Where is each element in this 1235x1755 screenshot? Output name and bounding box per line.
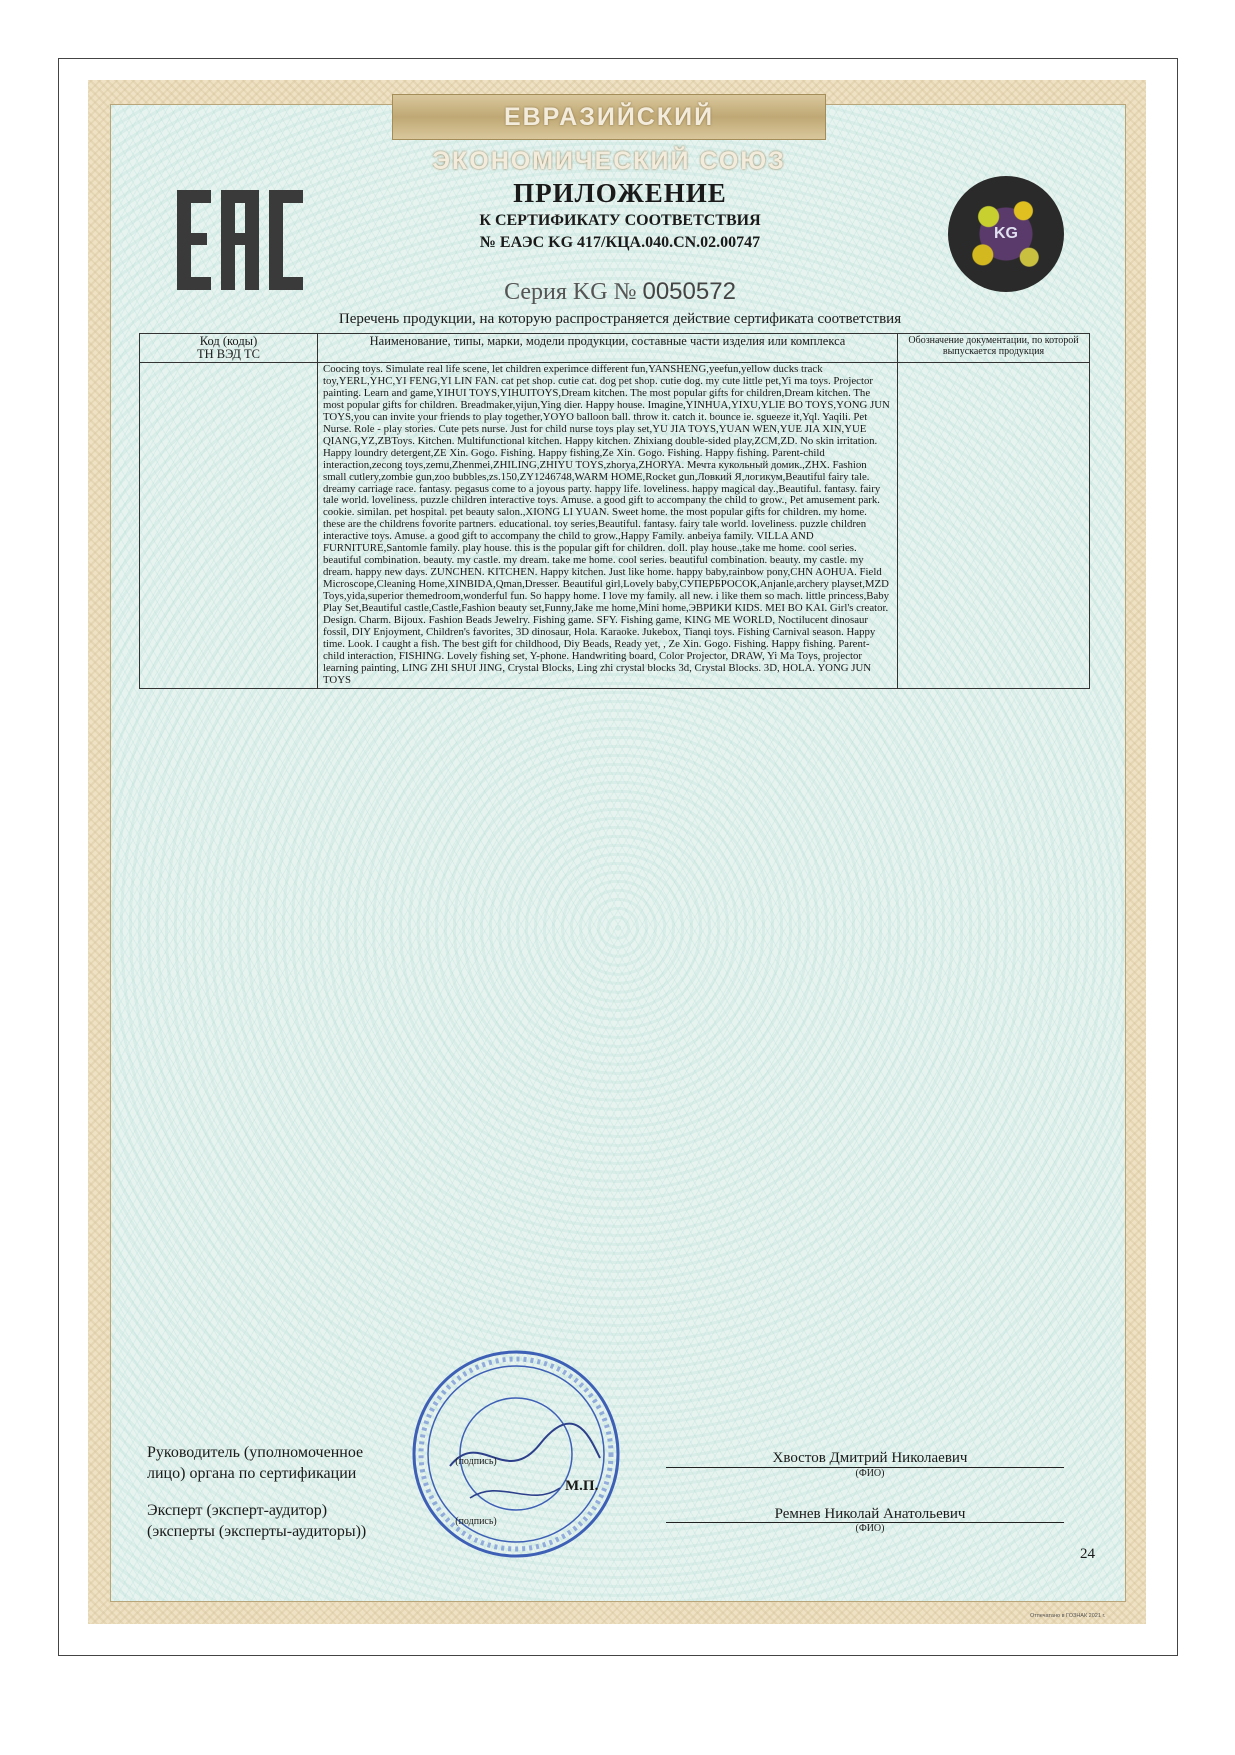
seal-place-label: М.П. <box>565 1478 599 1494</box>
head-label-line-2: лицо) органа по сертификации <box>147 1465 357 1482</box>
products-cell: Coocing toys. Simulate real life scene, let children experimce different fun,YANSHENG,yeefun,yellow ducks track toy,YERL,YHC,YI FENG,YI LIN FAN. cat pet shop. cutie cat. dog pet shop. cutie dog. my cute little pet,Yi ma toys. Projector painting. Learn and game,YIHUI TOYS,YIHUITOYS,Dream kitchen. The most popular gifts for children,Dream kitchen. The most popular gifts for children. Breadmaker,yijun,Ying dier. Happy house. Imagine,YINHUA,YIXU,YLIE BO TOYS,YONG JUN TOYS,you can invite your friends to play together,YOYO balloon ball. throw it. catch it. bounce ie. sgueeze it,Yql. Yaqili. Pet Nurse. Role - play stories. Cute pets nurse. Just for child nurse toys play set,YU JIA TOYS,YUAN WEN,YUE JIA XIN,YUE QIANG,YZ,ZBToys. Kitchen. Multifunctional kitchen. Happy kitchen. Zhixiang double-sided play,ZCM,ZD. No skin irritation. Happy loundry detergent,ZE Xin. Gogo. Fishing. Happy fishing,Ze Xin. Gogo. Fishing. Happy fishing. Parent-child interaction,zecong toys,zemu,Zhenmei,ZHILING,ZHIYU TOYS,zhorya,ZHORYA. Мечта кукольный домик.,ZHX. Fashion small cutlery,zombie gun,zoo bubbles,zs.150,ZY1246748,WARM HOME,Rocket gun,Ловкий Я,логикум,Beautiful fairy tale. dreamy carriage race. fantasy. pegasus come to a joyous party. happy life. loveliness. happy magical day.,Beautiful. fantasy. fairy tale world. loveliness. puzzle children interactive toys. Amuse. a good gift to accompany the child to grow., Pet amusement park. cookie. similan. pet hospital. pet beauty salon.,XIONG LI YUAN. Sweet home. the most popular gifts for children. my home. these are the childrens fovorite partners. educational. toy series,Beautiful. fantasy. fairy tale world. loveliness. puzzle children interactive toys. Amuse. a good gift to accompany the child to grow.,Happy Family. anbeiya family. VILLA AND FURNITURE,Santomle family. play house. this is the popular gift for children. doll. play house.,take me home. cool series. beautiful combination. beauty. my castle. my dream. take me home. cool series. beautiful combination. beauty. my castle. my dream. happy new days. ZUNCHEN. KITCHEN. Happy kitchen. Just like home. happy baby,rainbow pony,CHN AOHUA. Field Microscope,Cleaning Home,XINBIDA,Qman,Dresser. Beautiful girl,Lovely baby,СУПЕРБРОСОК,Anjanle,archery playset,MZD Toys,yida,superior themedroom,wonderful fun. So happy home. I love my family. all new. i like them so mach. little princess,Baby Play Set,Beautiful castle,Castle,Fashion beauty set,Funny,Jake me home,Mini home,ЭВРИКИ KIDS. MEI BO KAI. Girl's creator. Design. Charm. Bijoux. Fashion Beads Jewelry. Fishing game. SFY. Fishing game, KING ME WORLD, Noctilucent dinosaur fossil, DIY Enjoyment, Children's favorites, 3D dinosaur, Hola. Karaoke. Jukebox, Tianqi toys. Fishing Carnival season. Happy time. Look. I caught a fish. The best gift for childhood, Diy Beads, Ready yet, , Ze Xin. Gogo. Fishing. Happy fishing. Parent-child interaction, FISHING. Lovely fishing set, Y-phone. Handwriting board, Color Projector, DRAW, Yi Ma Toys, projector learning painting, LING ZHI SHUI JING, Crystal Blocks, Ling zhi crystal blocks 3d, Crystal Blocks. 3D, HOLA. YONG JUN TOYS <box>318 363 898 689</box>
series-label: Серия KG № <box>504 279 637 305</box>
document-subtitle: К СЕРТИФИКАТУ СООТВЕТСТВИЯ <box>479 212 761 229</box>
series-line <box>300 278 940 306</box>
certificate-number: № ЕАЭС KG 417/КЦА.040.CN.02.00747 <box>479 234 761 251</box>
head-name: Хвостов Дмитрий Николаевич <box>772 1450 968 1466</box>
hologram-seal <box>948 176 1064 292</box>
page-number: 24 <box>1080 1546 1095 1562</box>
series-number: 0050572 <box>642 278 736 305</box>
expert-label <box>147 1500 366 1542</box>
table-caption: Перечень продукции, на которую распространяется действие сертификата соответствия <box>338 311 902 327</box>
printer-footnote: Отпечатано в ГОЗНАК 2021 г. <box>1030 1613 1106 1619</box>
head-fio-caption: (ФИО) <box>855 1468 885 1479</box>
round-seal-stamp <box>410 1348 622 1560</box>
hologram-text: KG <box>994 225 1018 242</box>
expert-name: Ремнев Николай Анатольевич <box>774 1506 966 1522</box>
expert-fio-caption: (ФИО) <box>855 1523 885 1534</box>
expert-label-line-2: (эксперты (эксперты-аудиторы)) <box>147 1523 367 1540</box>
eac-logo <box>175 188 305 292</box>
expert-signature-caption: (подпись) <box>455 1516 497 1527</box>
docs-cell <box>898 363 1090 689</box>
column-header-code: Код (коды) ТН ВЭД ТС <box>140 334 318 363</box>
table-row <box>140 363 1090 689</box>
head-signature-caption: (подпись) <box>455 1456 497 1467</box>
code-cell <box>140 363 318 689</box>
products-table <box>139 333 1090 689</box>
head-label <box>147 1442 363 1484</box>
union-banner: ЕВРАЗИЙСКИЙ ЭКОНОМИЧЕСКИЙ СОЮЗ <box>392 94 826 140</box>
head-label-line-1: Руководитель (уполномоченное <box>147 1444 364 1461</box>
column-header-docs: Обозначение документации, по которой выпускается продукция <box>898 334 1090 363</box>
column-header-products: Наименование, типы, марки, модели продукции, составные части изделия или комплекса <box>318 334 898 363</box>
document-title: ПРИЛОЖЕНИЕ <box>513 178 727 208</box>
expert-label-line-1: Эксперт (эксперт-аудитор) <box>147 1502 328 1519</box>
table-header-row <box>140 334 1090 363</box>
